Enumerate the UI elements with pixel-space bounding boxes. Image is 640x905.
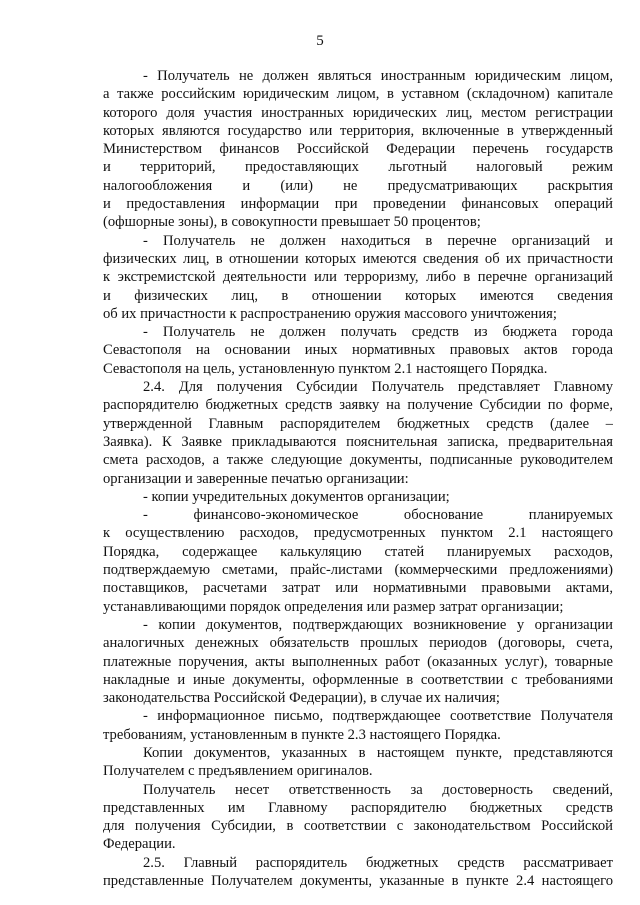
text-line: аналогичных денежных обязательств прошлых периодов (договоры, счета,	[103, 635, 613, 652]
text-line: - копии учредительных документов организации;	[143, 488, 450, 505]
text-line: Порядка, содержащее калькуляцию статей планируемых расходов,	[103, 543, 613, 560]
text-line: (офшорные зоны), в совокупности превышает 50 процентов;	[103, 214, 481, 231]
text-line: 2.5. Главный распорядитель бюджетных средств рассматривает	[143, 854, 613, 871]
text-line: утвержденной Главным распорядителем бюджетных средств (далее –	[103, 415, 613, 432]
text-line: платежные поручения, акты выполненных работ (оказанных услуг), товарные	[103, 653, 613, 670]
text-line: - Получатель не должен получать средств из бюджета города	[143, 324, 613, 341]
text-line: Севастополя на цель, установленную пунктом 2.1 настоящего Порядка.	[103, 360, 548, 377]
page-number: 5	[316, 33, 324, 49]
text-line: - копии документов, подтверждающих возникновение у организации	[143, 616, 613, 633]
text-line: и физических лиц, в отношении которых имеются сведения	[103, 287, 613, 304]
text-line: - информационное письмо, подтверждающее соответствие Получателя	[143, 708, 613, 725]
text-line: поставщиков, расчетами затрат или нормативными правовыми актами,	[103, 580, 613, 597]
text-line: Получателем с предъявлением оригиналов.	[103, 763, 373, 780]
text-line: и предоставления информации при проведении финансовых операций	[103, 196, 613, 213]
text-line: Заявка). К Заявке прикладываются пояснительная записка, предварительная	[103, 433, 613, 450]
text-line: к экстремистской деятельности или терроризму, либо в перечне организаций	[103, 269, 613, 286]
text-line: - Получатель не должен находиться в перечне организаций и	[143, 232, 613, 249]
text-line: Получатель несет ответственность за достоверность сведений,	[143, 781, 613, 798]
text-line: Федерации.	[103, 836, 176, 853]
text-line: представленные Получателем документы, указанные в пункте 2.4 настоящего	[103, 873, 613, 890]
text-line: распорядителю бюджетных средств заявку на получение Субсидии по форме,	[103, 397, 613, 414]
body-text	[103, 67, 613, 890]
text-line: налогообложения и (или) не предусматривающих раскрытия	[103, 177, 613, 194]
text-line: накладные и иные документы, оформленные в соответствии с требованиями	[103, 671, 613, 688]
text-line: законодательства Российской Федерации), в случае их наличия;	[103, 690, 500, 707]
text-line: смета расходов, а также следующие документы, подписанные руководителем	[103, 452, 613, 469]
text-line: представленных им Главному распорядителю бюджетных средств	[103, 799, 613, 816]
text-line: - Получатель не должен являться иностранным юридическим лицом,	[143, 68, 613, 84]
text-line: устанавливающими порядок определения или размер затрат организации;	[103, 598, 564, 615]
text-line: которых являются государство или территория, включенные в утвержденный	[103, 122, 613, 139]
text-line: подтверждаемую сметами, прайс-листами (коммерческими предложениями)	[103, 562, 613, 579]
text-line: - финансово-экономическое обоснование планируемых	[143, 507, 613, 524]
text-line: которого доля участия иностранных юридических лиц, местом регистрации	[103, 104, 613, 121]
text-line: а также российским юридическим лицом, в уставном (складочном) капитале	[103, 86, 613, 103]
text-line: к осуществлению расходов, предусмотренных пунктом 2.1 настоящего	[103, 525, 613, 542]
text-line: для получения Субсидии, в соответствии с законодательством Российской	[103, 818, 613, 835]
text-line: организации и заверенные печатью организации:	[103, 470, 409, 487]
text-line: Копии документов, указанных в настоящем пункте, представляются	[143, 744, 613, 761]
text-line: требованиям, установленным в пункте 2.3 настоящего Порядка.	[103, 726, 501, 743]
text-line: и территорий, предоставляющих льготный налоговый режим	[103, 159, 613, 176]
text-line: об их причастности к распространению оружия массового уничтожения;	[103, 305, 557, 322]
text-line: Министерством финансов Российской Федерации перечень государств	[103, 141, 613, 158]
text-line: физических лиц, в отношении которых имеются сведения об их причастности	[103, 250, 613, 267]
text-line: Севастополя на основании иных нормативных правовых актов города	[103, 342, 613, 359]
text-line: 2.4. Для получения Субсидии Получатель представляет Главному	[143, 379, 613, 396]
